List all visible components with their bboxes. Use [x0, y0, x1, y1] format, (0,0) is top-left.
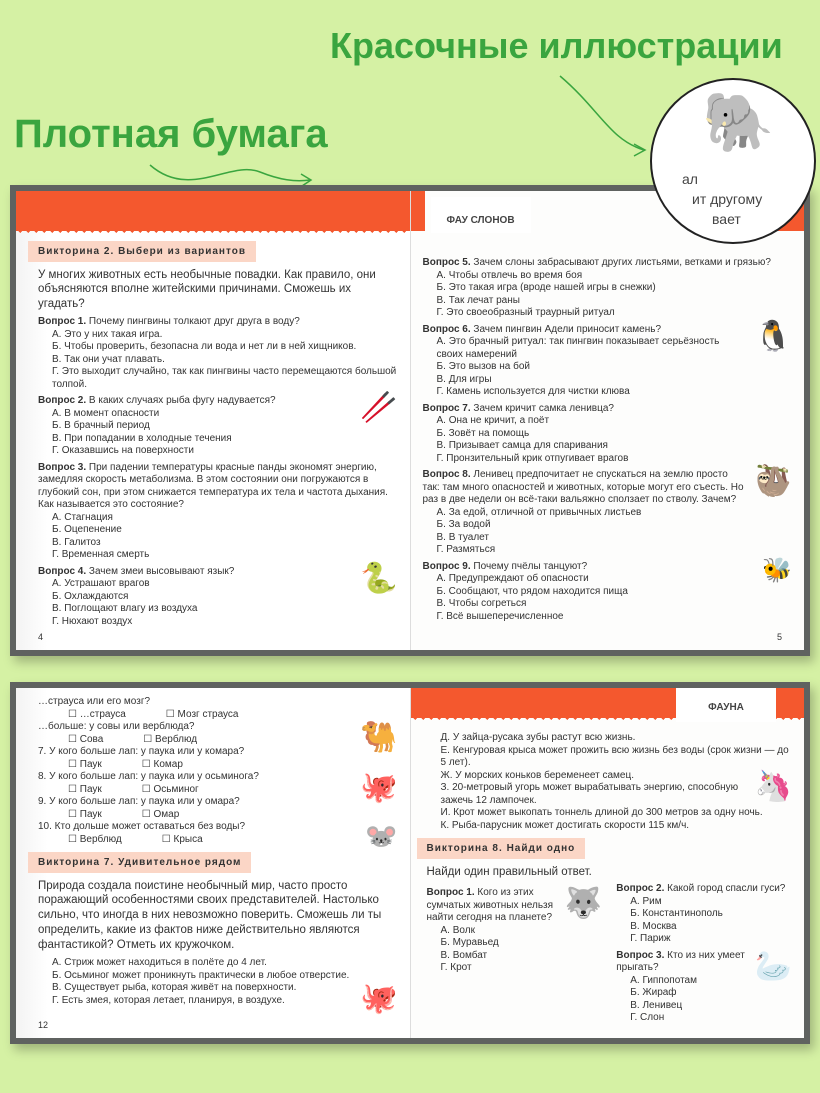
checklist-question: …больше: у совы или верблюда? [38, 721, 195, 732]
answer-option: Г. Это своеобразный траурный ритуал [436, 307, 615, 318]
answer-option: А. В момент опасности [52, 407, 160, 419]
wolf-illustration: 🐺 [564, 887, 603, 921]
question-label: Вопрос 8. [422, 469, 471, 480]
answer-option: А. Рим [630, 895, 662, 907]
page-12 [16, 688, 411, 1038]
answer-option: В. Призывает самца для спаривания [436, 440, 608, 451]
question-text: Зачем кричит самка ленивца? [473, 402, 614, 414]
question-label: Вопрос 9. [422, 560, 471, 572]
answer-option: В. Для игры [436, 373, 492, 385]
answer-option: Г. Слон [630, 1012, 665, 1024]
answer-option: Г. Всё вышеперечисленное [436, 610, 564, 622]
question [38, 462, 398, 512]
question-label: Вопрос 2. [38, 395, 87, 407]
question [38, 316, 398, 329]
checkbox-row [38, 734, 352, 747]
mouse-illustration: 🐭 [365, 821, 398, 851]
fact-item: Ж. У морских коньков беременеет самец. [440, 769, 634, 781]
answer-option: Б. За водой [436, 519, 491, 530]
question-label: Вопрос 1. [426, 887, 475, 899]
penguin-illustration: 🐧 [754, 319, 792, 353]
question-label: Вопрос 4. [38, 565, 87, 577]
answer-option: В. Ленивец [630, 999, 683, 1011]
checklist-question: 9. У кого больше лап: у паука или у омара? [38, 796, 240, 807]
quiz-2-label: Викторина 2. Выбери из вариантов [28, 241, 256, 262]
answer-option: Б. Зовёт на помощь [436, 427, 530, 439]
answer-option: А. За едой, отличной от привычных листьев [436, 506, 642, 518]
answer-option: Б. Константинополь [630, 908, 723, 920]
bee-illustration: 🐝 [762, 556, 792, 584]
magnifier-elephant: 🐘 ал ит другому вает [650, 78, 816, 244]
octopus-pink-illustration: 🐙 [360, 982, 398, 1016]
question [38, 566, 398, 579]
answer-option: Г. Крот [440, 962, 472, 974]
section-tag: ФАУ СЛОНОВ [431, 197, 531, 233]
answer-option: Г. Это выходит случайно, так как пингвины часто перемещаются большой толпой. [52, 366, 397, 390]
answer-option: А. Гиппопотам [630, 974, 697, 986]
quiz-2-intro: У многих животных есть необычные повадки. Как правило, они объясняются вполне житейскими причинами. Сможешь их угадать? [38, 268, 376, 311]
question-text: Ленивец предпочитает не спускаться на землю просто так: там много опасностей и животных, которые могут его съесть. Но раз в две недели он всё-таки вальяжно сползает по стволу. Зачем? [422, 469, 744, 505]
question-label: Вопрос 7. [422, 402, 471, 414]
facts-list [427, 732, 793, 832]
arrow-to-book [150, 165, 310, 181]
answer-option: Б. Жираф [630, 987, 677, 999]
answer-option: В. Москва [630, 920, 677, 932]
seahorse-illustration: 🦄 [754, 769, 792, 803]
answer-option: Б. Сообщают, что рядом находится пища [436, 585, 628, 597]
question-label: Вопрос 3. [38, 461, 87, 473]
question [423, 324, 793, 337]
question-label: Вопрос 5. [422, 257, 471, 268]
page-5 [411, 191, 805, 650]
checkbox-option[interactable]: ☐ Сова [68, 734, 103, 747]
fact-item: А. Стриж может находиться в полёте до 4 лет. [52, 957, 267, 969]
answer-option: В. Так лечат раны [436, 294, 520, 306]
question-block [427, 887, 603, 975]
question-block [616, 883, 792, 946]
answer-option: Г. Оказавшись на поверхности [52, 445, 194, 457]
question-label: Вопрос 3. [616, 949, 665, 961]
page-number: 12 [38, 1020, 49, 1031]
answer-option: А. Стагнация [52, 511, 113, 523]
sloth-illustration: 🦥 [754, 465, 792, 498]
page-number: 5 [776, 632, 782, 643]
answer-option: А. Она не кричит, а поёт [436, 415, 550, 426]
checkbox-option[interactable]: ☐ Крыса [162, 834, 203, 847]
arrow-to-magnifier [560, 76, 644, 150]
question-label: Вопрос 1. [38, 316, 87, 328]
question-text: Почему пчёлы танцуют? [473, 560, 588, 572]
checkbox-row [38, 759, 398, 772]
answer-option: В. Поглощают влагу из воздуха [52, 603, 198, 615]
checkbox-option[interactable]: ☐ Омар [142, 809, 180, 822]
answer-option: А. Предупреждают об опасности [436, 573, 589, 584]
question-label: Вопрос 2. [616, 883, 665, 895]
answer-option: Б. Муравьед [440, 937, 499, 949]
answer-option: В. Вомбат [440, 949, 488, 961]
question [423, 561, 793, 574]
answer-option: В. Чтобы согреться [436, 598, 527, 609]
answer-option: Г. Размяться [436, 544, 496, 555]
checkbox-option[interactable]: ☐ Паук [68, 784, 102, 797]
goose-illustration: 🦢 [754, 949, 792, 983]
question-text: Почему пингвины толкают друг друга в воду? [88, 316, 300, 328]
elephant-illustration: 🐘 [702, 90, 775, 155]
checkbox-option[interactable]: ☐ Верблюд [68, 834, 122, 847]
question-text: Зачем змеи высовывают язык? [88, 565, 235, 577]
fact-item: Г. Есть змея, которая летает, планируя, в воздухе. [52, 994, 285, 1006]
fact-item: И. Крот может выкопать тоннель длиной до 300 метров за одну ночь. [440, 807, 763, 818]
question [422, 465, 793, 507]
fact-item: Е. Кенгуровая крыса может прожить всю жизнь без воды (срок жизни — до 5 лет). [440, 744, 789, 768]
answer-option: В. В туалет [436, 531, 489, 543]
answer-option: А. Это брачный ритуал: так пингвин показывает серьёзность своих намерений [436, 336, 720, 360]
checklist-question: 7. У кого больше лап: у паука или у комара? [38, 746, 245, 757]
quiz-7-label: Викторина 7. Удивительное рядом [28, 852, 251, 873]
upper-book [10, 185, 810, 656]
questions [427, 883, 793, 1025]
headline-illustrations: Красочные иллюстрации [330, 25, 783, 66]
question-block [616, 950, 792, 1025]
checklist-question: …страуса или его мозг? [38, 696, 151, 707]
answer-option: В. При попадании в холодные течения [52, 432, 232, 444]
question-text: В каких случаях рыба фугу надувается? [88, 395, 276, 407]
question-text: Зачем пингвин Адели приносит камень? [473, 323, 662, 335]
chopsticks-illustration: 🥢 [360, 391, 398, 425]
answer-option: А. Это у них такая игра. [52, 328, 163, 340]
octopus-blue-illustration: 🐙 [360, 771, 398, 804]
answer-option: В. Так они учат плавать. [52, 353, 165, 365]
checkbox-row [38, 809, 398, 822]
answer-option: Б. Это такая игра (вроде нашей игры в снежки) [436, 282, 656, 293]
fact-item: К. Рыба-парусник может достигать скорости 115 км/ч. [440, 819, 690, 831]
checkbox-option[interactable]: ☐ Мозг страуса [166, 709, 239, 722]
checkbox-option[interactable]: ☐ Осьминог [142, 784, 199, 797]
answer-option: А. Волк [440, 924, 475, 936]
answer-option: В. Галитоз [52, 536, 101, 548]
fact-item: Б. Осьминог может проникнуть практически в любое отверстие. [52, 969, 350, 981]
facts-list [38, 957, 398, 1016]
answer-option: Б. В брачный период [52, 420, 150, 432]
fact-item: Д. У зайца-русака зубы растут всю жизнь. [440, 732, 636, 743]
headline-paper: Плотная бумага [14, 112, 328, 156]
answer-option: Б. Чтобы проверить, безопасна ли вода и нет ли в ней хищников. [52, 341, 357, 353]
answer-option: А. Устрашают врагов [52, 578, 150, 590]
answer-option: Б. Оцепенение [52, 524, 122, 536]
snake-illustration: 🐍 [360, 561, 398, 595]
questions [38, 316, 398, 628]
checkbox-option[interactable]: ☐ Комар [142, 759, 183, 772]
section-tag: ФАУНА [676, 688, 776, 722]
question-text: Кого из этих сумчатых животных нельзя найти сегодня на планете? [426, 887, 554, 924]
checkbox-row [38, 784, 352, 797]
lower-book [10, 682, 810, 1044]
question-label: Вопрос 6. [422, 323, 471, 335]
quiz-7-intro: Природа создала поистине необычный мир, часто просто поражающий особенностями своих представителей. Настолько сильно, что иногда в них невозможно поверить. Сможешь ли ты определить, какие из фактов ниже действительно являются фантастикой? Отметь их кружочком. [38, 879, 382, 952]
page-13 [411, 688, 805, 1038]
checkbox-row [38, 709, 398, 722]
camel-illustration: 🐫 [360, 721, 398, 754]
page-number: 4 [38, 632, 44, 643]
checkbox-option[interactable]: ☐ Паук [68, 809, 102, 822]
page-4 [16, 191, 411, 650]
question-text: Зачем слоны забрасывают других листьями, ветками и грязью? [473, 257, 771, 268]
answer-option: Г. Временная смерть [52, 549, 150, 561]
question [616, 883, 792, 896]
question-text: Кто из них умеет прыгать? [616, 949, 745, 974]
question-text: Какой город спасли гуси? [667, 883, 786, 895]
fact-item: З. 20-метровый угорь может вырабатывать энергию, способную зажечь 12 лампочек. [440, 782, 739, 806]
answer-option: Б. Это вызов на бой [436, 361, 530, 372]
answer-option: Г. Камень используется для чистки клюва [436, 386, 630, 397]
answer-option: Г. Париж [630, 933, 671, 945]
question [423, 403, 793, 416]
answer-option: А. Чтобы отвлечь во время боя [436, 269, 583, 281]
quiz-8-label: Викторина 8. Найди одно [417, 838, 586, 859]
question-text: При падении температуры красные панды экономят энергию, замедляя скорость метаболизма. В этом состоянии они погружаются в глубокий сон, при этом снижается температура их тела и частота дыхания. Как называется это состояние? [38, 461, 388, 511]
checklist [38, 696, 398, 851]
checkbox-option[interactable]: ☐ Паук [68, 759, 102, 772]
answer-option: Б. Охлаждаются [52, 590, 129, 602]
checklist-question: 10. Кто дольше может оставаться без воды? [38, 821, 246, 832]
checkbox-row [38, 834, 357, 847]
checkbox-option[interactable]: ☐ Верблюд [143, 734, 197, 747]
question [38, 395, 398, 408]
question [423, 257, 793, 270]
fact-item: В. Существует рыба, которая живёт на поверхности. [52, 982, 297, 994]
answer-option: Г. Нюхают воздух [52, 615, 133, 627]
checkbox-option[interactable]: ☐ …страуса [68, 709, 126, 722]
quiz-8-intro: Найди один правильный ответ. [426, 865, 592, 878]
answer-option: Г. Пронзительный крик отпугивает врагов [436, 452, 629, 464]
questions [423, 257, 793, 623]
checklist-question: 8. У кого больше лап: у паука или у осьминога? [38, 771, 259, 782]
